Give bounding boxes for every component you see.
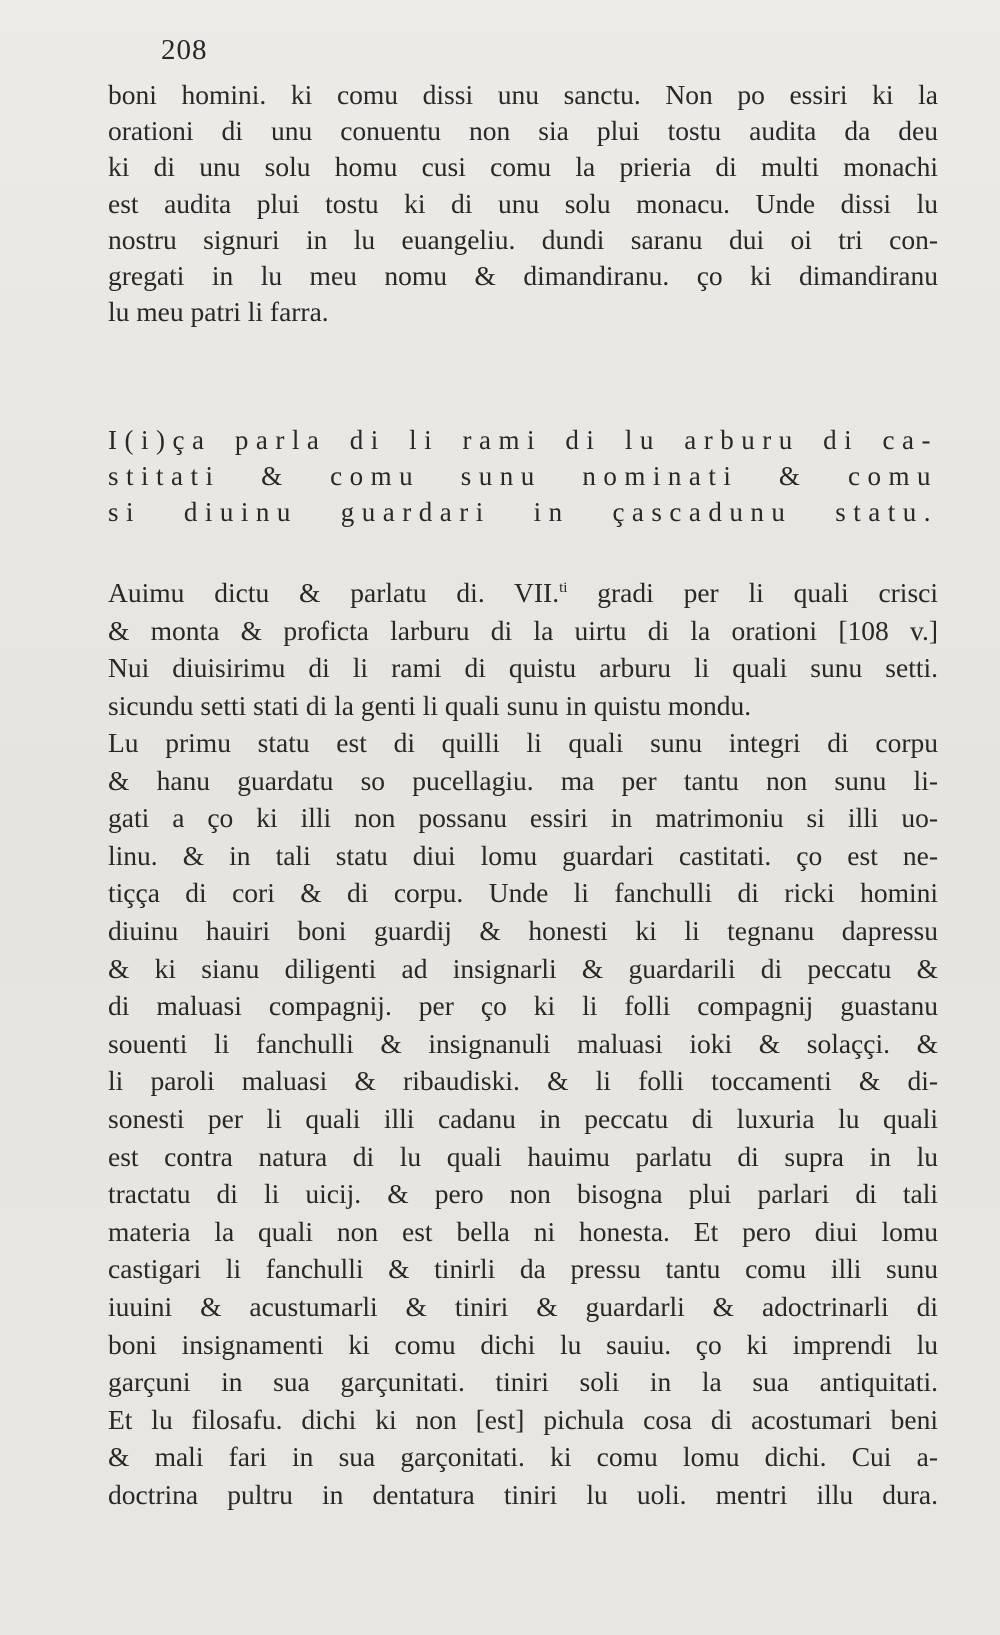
paragraph-first-state [108,724,938,1513]
text-line [108,574,938,612]
chapter-heading [108,422,938,531]
text-line: lu meu patri li farra. [108,296,329,328]
text-line: & hanu guardatu so pucellagiu. ma per tantu non sunu li- [108,764,938,796]
text-line: est audita plui tostu ki di unu solu monacu. Unde dissi lu [108,187,938,219]
text-line: Et lu filosafu. dichi ki non [est] pichula cosa di acostumari beni [108,1403,938,1435]
heading-line: si diuinu guardari in çascadunu statu. [108,497,938,528]
text-line: sonesti per li quali illi cadanu in peccatu di luxuria lu quali [108,1102,938,1134]
text-line: materia la quali non est bella ni honesta. Et pero diui lomu [108,1215,938,1247]
text-line: boni homini. ki comu dissi unu sanctu. Non po essiri ki la [108,79,938,110]
text-line: tiçça di cori & di corpu. Unde li fanchulli di ricki homini [108,877,938,909]
paragraph-intro [108,574,938,724]
ordinal-superscript: ti [559,579,568,596]
text-line: Nui diuisirimu di li rami di quistu arburu li quali sunu setti. [108,652,938,684]
line-text: gradi per li quali crisci [567,577,938,608]
text-line: souenti li fanchulli & insignanuli maluasi ioki & solaççi. & [108,1027,938,1059]
text-line: doctrina pultru in dentatura tiniri lu uoli. mentri illu dura. [108,1478,938,1510]
text-line: linu. & in tali statu diui lomu guardari castitati. ço est ne- [108,839,938,871]
text-line: tractatu di li uicij. & pero non bisogna plui parlari di tali [108,1178,938,1210]
page-number: 208 [161,34,208,66]
text-line: & ki sianu diligenti ad insignarli & guardarili di peccatu & [108,952,938,984]
text-line: & monta & proficta larburu di la uirtu di la orationi [108 v.] [108,614,938,646]
text-line: boni insignamenti ki comu dichi lu sauiu. ço ki imprendi lu [108,1328,938,1360]
paragraph-opening [108,77,938,330]
text-line: est contra natura di lu quali hauimu parlatu di supra in lu [108,1140,938,1172]
text-line: nostru signuri in lu euangeliu. dundi saranu dui oi tri con- [108,223,938,255]
text-line: sicundu setti stati di la genti li quali sunu in quistu mondu. [108,689,752,721]
text-line: castigari li fanchulli & tinirli da pressu tantu comu illi sunu [108,1253,938,1285]
text-line: diuinu hauiri boni guardij & honesti ki li tegnanu dapressu [108,914,938,946]
text-line: ki di unu solu homu cusi comu la prieria di multi monachi [108,151,938,183]
heading-line: stitati & comu sunu nominati & comu [108,461,938,492]
line-text: Auimu dictu & parlatu di. VII. [108,577,560,608]
text-line: li paroli maluasi & ribaudiski. & li folli toccamenti & di- [108,1065,938,1097]
text-line: garçuni in sua garçunitati. tiniri soli in la sua antiquitati. [108,1366,938,1398]
text-line: gregati in lu meu nomu & dimandiranu. ço ki dimandiranu [108,259,938,291]
text-line: gati a ço ki illi non possanu essiri in matrimoniu si illi uo- [108,802,938,834]
text-line: orationi di unu conuentu non sia plui tostu audita da deu [108,115,938,147]
text-line: iuuini & acustumarli & tiniri & guardarli & adoctrinarli di [108,1290,938,1322]
text-line: di maluasi compagnij. per ço ki li folli compagnij guastanu [108,990,938,1022]
text-line: Lu primu statu est di quilli li quali sunu integri di corpu [108,727,938,758]
text-line: & mali fari in sua garçonitati. ki comu lomu dichi. Cui a- [108,1441,938,1473]
heading-line: I(i)ça parla di li rami di lu arburu di ca- [108,425,938,455]
